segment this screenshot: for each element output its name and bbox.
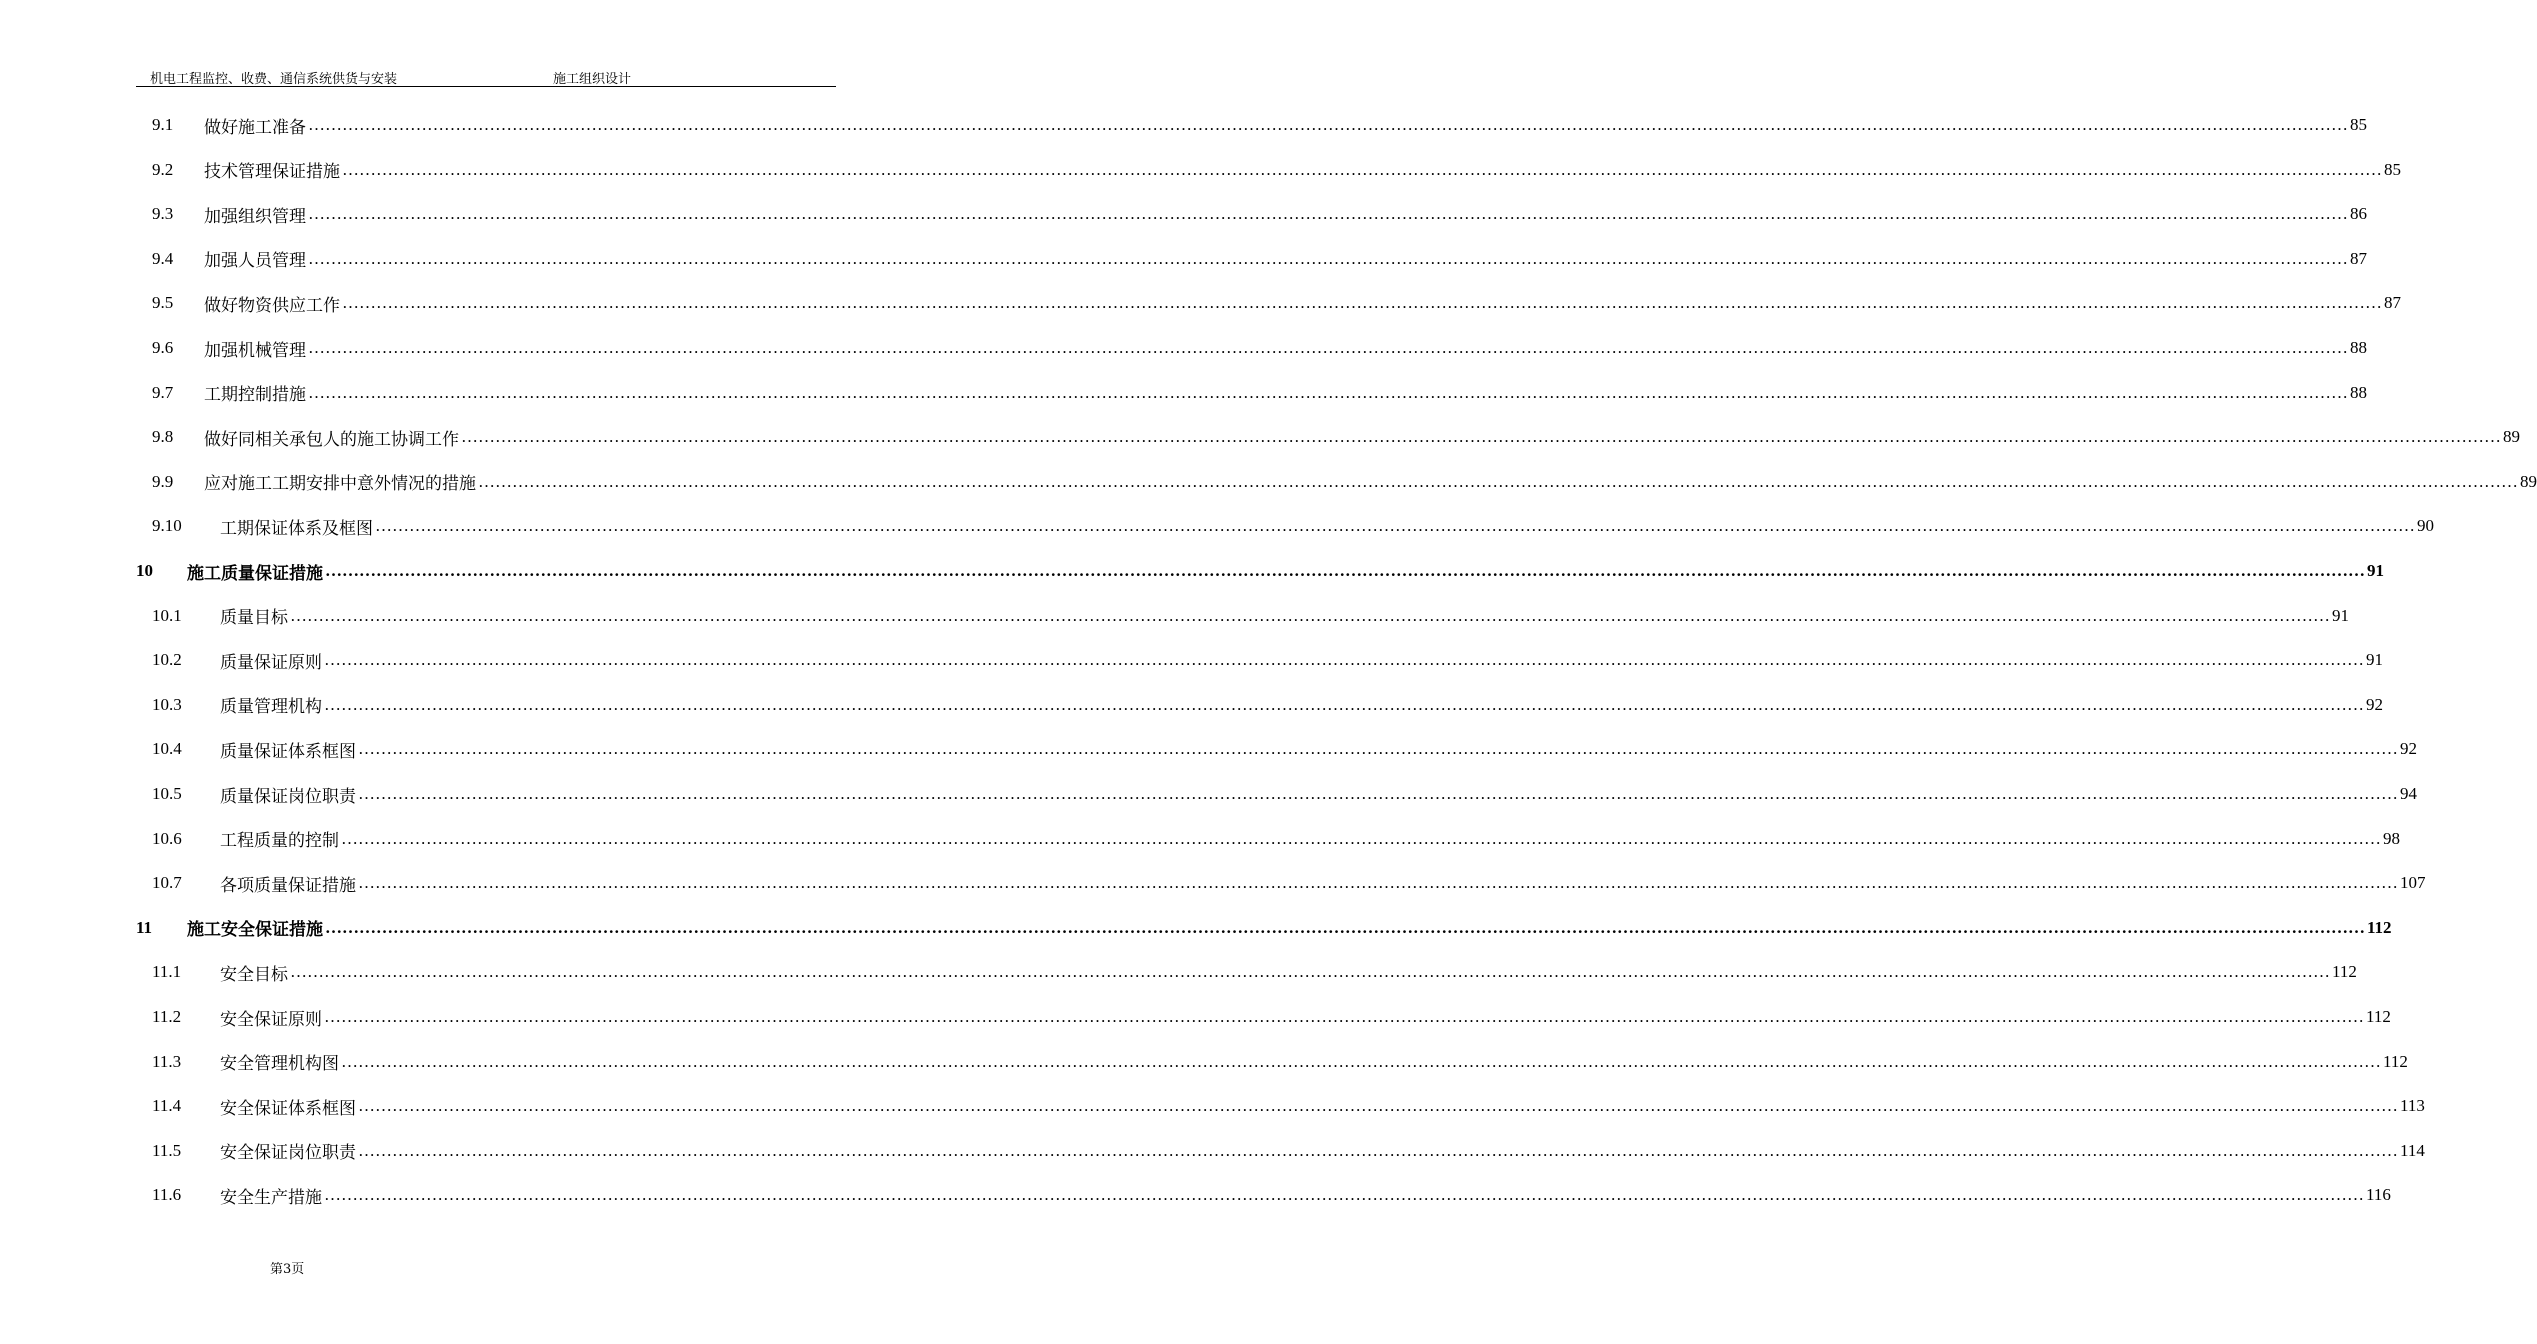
toc-entry-page: 98 (2383, 828, 2400, 848)
toc-entry-page: 91 (2332, 605, 2349, 625)
toc-entry-title: 应对施工工期安排中意外情况的措施 (204, 474, 476, 495)
toc-entry-page: 112 (2366, 1007, 2391, 1026)
toc-dot-leader: ……………………………………………………………………………………………………………………………………………………………………………………………………………………………………………………………………………………………………………………………… (324, 1007, 2364, 1026)
toc-entry-number: 9.1 (152, 115, 174, 134)
page-number: 第3页 (270, 1262, 305, 1277)
toc-entry-title: 质量保证体系框图 (220, 741, 356, 762)
toc-section-entry[interactable] (152, 1091, 2425, 1121)
toc-entry-number: 9.10 (152, 516, 182, 536)
toc-entry-page: 88 (2350, 382, 2367, 402)
toc-entry-number: 9.5 (152, 293, 174, 313)
page-header (136, 66, 836, 87)
toc-entry-title: 加强人员管理 (204, 251, 306, 272)
toc-dot-leader: ……………………………………………………………………………………………………………………………………………………………………………………………………………………………………………………………………………………………………………………………… (341, 1051, 2381, 1071)
toc-dot-leader: ……………………………………………………………………………………………………………………………………………………………………………………………………………………………………………………………………………………………………………………………… (375, 516, 2415, 536)
toc-entry-page: 91 (2366, 650, 2383, 670)
toc-entry-title: 安全保证原则 (220, 1009, 322, 1030)
toc-dot-leader: ……………………………………………………………………………………………………………………………………………………………………………………………………………………………………………………………………………………………………………………………… (342, 293, 2382, 313)
toc-entry-number: 10.7 (152, 873, 182, 893)
toc-dot-leader: ……………………………………………………………………………………………………………………………………………………………………………………………………………………………………………………………………………………………………………………………… (290, 605, 2330, 625)
toc-entry-page: 112 (2367, 917, 2392, 937)
toc-section-entry[interactable] (152, 422, 2520, 452)
toc-entry-page: 88 (2350, 338, 2367, 357)
toc-section-entry[interactable] (152, 1002, 2391, 1032)
toc-dot-leader: ……………………………………………………………………………………………………………………………………………………………………………………………………………………………………………………………………………………………………………………………… (308, 382, 2348, 402)
toc-entry-number: 10.3 (152, 694, 182, 714)
toc-entry-title: 施工质量保证措施 (187, 563, 323, 584)
toc-entry-number: 9.3 (152, 204, 174, 224)
toc-entry-title: 工期保证体系及框图 (220, 518, 373, 539)
toc-section-entry[interactable] (152, 511, 2434, 541)
toc-entry-number: 10 (136, 561, 153, 580)
toc-dot-leader: ……………………………………………………………………………………………………………………………………………………………………………………………………………………………………………………………………………………………………………………………… (324, 650, 2364, 670)
toc-dot-leader: ……………………………………………………………………………………………………………………………………………………………………………………………………………………………………………………………………………………………………………………………… (461, 427, 2501, 447)
toc-entry-title: 安全保证岗位职责 (220, 1143, 356, 1164)
toc-dot-leader: ……………………………………………………………………………………………………………………………………………………………………………………………………………………………………………………………………………………………………………………………… (358, 873, 2398, 893)
toc-section-entry[interactable] (152, 110, 2367, 140)
toc-dot-leader: ……………………………………………………………………………………………………………………………………………………………………………………………………………………………………………………………………………………………………………………………… (308, 204, 2348, 224)
toc-entry-title: 施工安全保证措施 (187, 920, 323, 941)
toc-entry-title: 安全生产措施 (220, 1187, 322, 1208)
toc-entry-number: 10.4 (152, 739, 182, 759)
toc-entry-page: 94 (2400, 784, 2417, 803)
header-document-title: 施工组织设计 (553, 72, 632, 87)
toc-entry-title: 质量保证原则 (220, 652, 322, 673)
toc-entry-page: 112 (2332, 962, 2357, 982)
toc-section-entry[interactable] (152, 1136, 2425, 1166)
toc-entry-page: 89 (2520, 471, 2537, 491)
toc-entry-number: 11.4 (152, 1096, 182, 1116)
toc-chapter-entry[interactable] (136, 913, 2392, 943)
toc-entry-title: 做好同相关承包人的施工协调工作 (204, 429, 459, 450)
toc-dot-leader: ……………………………………………………………………………………………………………………………………………………………………………………………………………………………………………………………………………………………………………………………… (341, 828, 2381, 848)
toc-entry-number: 11.5 (152, 1140, 182, 1160)
toc-dot-leader: ……………………………………………………………………………………………………………………………………………………………………………………………………………………………………………………………………………………………………………………………… (358, 739, 2398, 759)
toc-section-entry[interactable] (152, 155, 2401, 185)
toc-entry-page: 87 (2384, 293, 2401, 313)
toc-entry-title: 安全目标 (220, 964, 288, 985)
toc-entry-page: 92 (2400, 739, 2417, 759)
toc-entry-number: 11.2 (152, 1007, 182, 1026)
toc-entry-title: 技术管理保证措施 (204, 162, 340, 183)
toc-entry-title: 工期控制措施 (204, 385, 306, 406)
toc-entry-number: 9.2 (152, 159, 174, 179)
toc-section-entry[interactable] (152, 957, 2357, 987)
toc-entry-page: 92 (2366, 694, 2383, 714)
toc-dot-leader: ……………………………………………………………………………………………………………………………………………………………………………………………………………………………………………………………………………………………………………………………… (324, 694, 2364, 714)
toc-entry-number: 10.6 (152, 828, 182, 848)
toc-section-entry[interactable] (152, 333, 2367, 363)
toc-entry-number: 11.6 (152, 1185, 182, 1205)
toc-entry-page: 113 (2400, 1096, 2425, 1116)
toc-dot-leader: ……………………………………………………………………………………………………………………………………………………………………………………………………………………………………………………………………………………………………………………………… (308, 115, 2348, 134)
toc-entry-page: 116 (2366, 1185, 2391, 1205)
toc-dot-leader: ……………………………………………………………………………………………………………………………………………………………………………………………………………………………………………………………………………………………………………………………… (478, 471, 2518, 491)
toc-entry-page: 91 (2367, 561, 2384, 580)
toc-entry-page: 89 (2503, 427, 2520, 447)
toc-entry-number: 9.4 (152, 248, 174, 268)
toc-entry-page: 87 (2350, 248, 2367, 268)
toc-entry-number: 11.3 (152, 1051, 182, 1071)
toc-section-entry[interactable] (152, 824, 2400, 854)
toc-section-entry[interactable] (152, 690, 2383, 720)
toc-entry-title: 加强机械管理 (204, 340, 306, 361)
toc-entry-number: 9.8 (152, 427, 174, 447)
toc-entry-page: 86 (2350, 204, 2367, 224)
toc-entry-number: 11.1 (152, 962, 182, 982)
toc-dot-leader: ……………………………………………………………………………………………………………………………………………………………………………………………………………………………………………………………………………………………………………………………… (325, 561, 2365, 580)
toc-dot-leader: ……………………………………………………………………………………………………………………………………………………………………………………………………………………………………………………………………………………………………………………………… (324, 1185, 2364, 1205)
toc-entry-page: 114 (2400, 1140, 2425, 1160)
toc-entry-number: 9.9 (152, 471, 174, 491)
toc-entry-number: 10.1 (152, 605, 182, 625)
toc-entry-title: 质量目标 (220, 608, 288, 629)
toc-entry-number: 9.7 (152, 382, 174, 402)
toc-entry-title: 工程质量的控制 (220, 831, 339, 852)
toc-dot-leader: ……………………………………………………………………………………………………………………………………………………………………………………………………………………………………………………………………………………………………………………………… (325, 917, 2365, 937)
toc-section-entry[interactable] (152, 1047, 2408, 1077)
toc-section-entry[interactable] (152, 734, 2417, 764)
toc-dot-leader: ……………………………………………………………………………………………………………………………………………………………………………………………………………………………………………………………………………………………………………………………… (358, 784, 2398, 803)
toc-section-entry[interactable] (152, 378, 2367, 408)
toc-section-entry[interactable] (152, 244, 2367, 274)
toc-entry-title: 质量管理机构 (220, 697, 322, 718)
toc-dot-leader: ……………………………………………………………………………………………………………………………………………………………………………………………………………………………………………………………………………………………………………………………… (308, 338, 2348, 357)
toc-entry-title: 各项质量保证措施 (220, 875, 356, 896)
toc-section-entry[interactable] (152, 645, 2383, 675)
toc-entry-page: 112 (2383, 1051, 2408, 1071)
toc-entry-page: 85 (2350, 115, 2367, 134)
toc-entry-number: 10.5 (152, 784, 182, 803)
toc-dot-leader: ……………………………………………………………………………………………………………………………………………………………………………………………………………………………………………………………………………………………………………………………… (358, 1096, 2398, 1116)
toc-entry-number: 10.2 (152, 650, 182, 670)
toc-dot-leader: ……………………………………………………………………………………………………………………………………………………………………………………………………………………………………………………………………………………………………………………………… (358, 1140, 2398, 1160)
toc-section-entry[interactable] (152, 868, 2426, 898)
toc-section-entry[interactable] (152, 601, 2349, 631)
toc-entry-title: 安全保证体系框图 (220, 1098, 356, 1119)
toc-entry-number: 9.6 (152, 338, 174, 357)
toc-section-entry[interactable] (152, 779, 2417, 809)
toc-section-entry[interactable] (152, 199, 2367, 229)
toc-entry-page: 85 (2384, 159, 2401, 179)
toc-entry-title: 做好施工准备 (204, 117, 306, 138)
toc-entry-page: 90 (2417, 516, 2434, 536)
toc-entry-title: 安全管理机构图 (220, 1054, 339, 1075)
toc-section-entry[interactable] (152, 288, 2401, 318)
toc-entry-title: 做好物资供应工作 (204, 295, 340, 316)
toc-entry-page: 107 (2400, 873, 2426, 893)
toc-entry-number: 11 (136, 917, 153, 937)
toc-dot-leader: ……………………………………………………………………………………………………………………………………………………………………………………………………………………………………………………………………………………………………………………………… (290, 962, 2330, 982)
toc-section-entry[interactable] (152, 467, 2537, 497)
toc-chapter-entry[interactable] (136, 556, 2384, 586)
header-project-title: 机电工程监控、收费、通信系统供货与安装 (150, 72, 398, 87)
toc-entry-title: 质量保证岗位职责 (220, 786, 356, 807)
toc-section-entry[interactable] (152, 1180, 2391, 1210)
toc-dot-leader: ……………………………………………………………………………………………………………………………………………………………………………………………………………………………………………………………………………………………………………………………… (342, 159, 2382, 179)
toc-entry-title: 加强组织管理 (204, 206, 306, 227)
toc-dot-leader: ……………………………………………………………………………………………………………………………………………………………………………………………………………………………………………………………………………………………………………………………… (308, 248, 2348, 268)
